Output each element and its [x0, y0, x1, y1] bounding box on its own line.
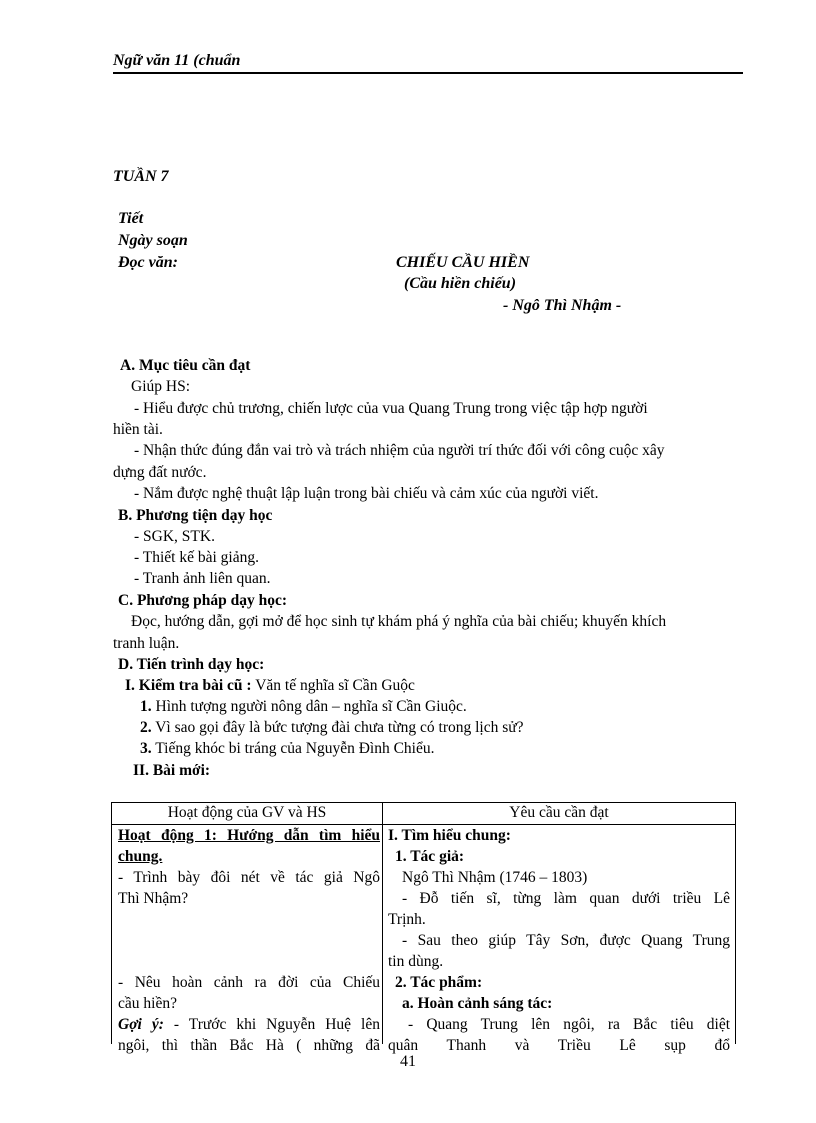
- hint-text: - Trước khi Nguyễn Huệ lên: [163, 1016, 380, 1033]
- method-text: Đọc, hướng dẫn, gợi mở để học sinh tự khám phá ý nghĩa của bài chiếu; khuyến khích: [131, 613, 667, 630]
- header-title: Ngữ văn 11 (chuẩn: [113, 52, 241, 69]
- hint-line: [118, 1014, 380, 1035]
- table-cell-requirements: [388, 825, 730, 1056]
- new-lesson-title: II. Bài mới:: [133, 762, 211, 779]
- req-context-1-cont: quân Thanh và Triều Lê sụp đổ: [388, 1037, 730, 1054]
- review-topic: Văn tế nghĩa sĩ Cần Guộc: [255, 677, 415, 694]
- material-2: - Thiết kế bài giảng.: [134, 549, 259, 566]
- section-d-title: D. Tiến trình dạy học:: [118, 656, 265, 673]
- objective-3: - Nắm được nghệ thuật lập luận trong bài chiếu và cảm xúc của người viết.: [134, 485, 599, 502]
- teacher-question-2: - Nêu hoàn cảnh ra đời của Chiếu: [118, 974, 380, 991]
- material-1: - SGK, STK.: [134, 528, 215, 545]
- req-context-1: - Quang Trung lên ngôi, ra Bắc tiêu diệt: [408, 1016, 730, 1033]
- section-a-intro: Giúp HS:: [131, 378, 190, 395]
- teacher-question-1: - Trình bày đôi nét về tác giả Ngô: [118, 869, 380, 886]
- req-author-fact-2: - Sau theo giúp Tây Sơn, được Quang Trung: [402, 932, 730, 949]
- objective-2-cont: dựng đất nước.: [113, 464, 207, 481]
- table-column-divider: [382, 803, 383, 1044]
- review-question-1: [140, 698, 467, 716]
- table-header-activities: Hoạt động của GV và HS: [167, 804, 327, 821]
- page-number: 41: [400, 1053, 416, 1070]
- work-title: CHIẾU CẦU HIỀN: [396, 254, 530, 271]
- method-text-cont: tranh luận.: [113, 635, 180, 652]
- material-3: - Tranh ảnh liên quan.: [134, 570, 271, 587]
- req-author-fact-2-cont: tin dùng.: [388, 953, 444, 970]
- work-author: - Ngô Thì Nhậm -: [503, 297, 622, 314]
- review-label: I. Kiểm tra bài cũ :: [125, 677, 252, 694]
- week-label: TUẦN 7: [113, 168, 169, 185]
- req-author-heading: 1. Tác giả:: [395, 848, 465, 865]
- header-rule: [113, 72, 743, 74]
- review-question-3: [140, 740, 434, 758]
- table-header-requirements: Yêu cầu cần đạt: [509, 804, 609, 821]
- req-author-name: Ngô Thì Nhậm (1746 – 1803): [402, 869, 588, 886]
- prep-date-label: Ngày soạn: [118, 232, 188, 249]
- req-author-fact-1-cont: Trịnh.: [388, 911, 426, 928]
- lesson-table: [111, 802, 736, 1054]
- req-section-1: I. Tìm hiểu chung:: [388, 827, 511, 844]
- question-number: 2.: [140, 719, 152, 736]
- question-text: Tiếng khóc bi tráng của Nguyễn Đình Chiểu.: [155, 740, 435, 757]
- spacer: [118, 930, 380, 951]
- teacher-question-1-cont: Thì Nhậm?: [118, 890, 189, 907]
- objective-1: - Hiểu được chủ trương, chiến lược của vua Quang Trung trong việc tập hợp người: [134, 400, 648, 417]
- question-number: 1.: [140, 698, 152, 715]
- question-text: Hình tượng người nông dân – nghĩa sĩ Cần Giuộc.: [155, 698, 467, 715]
- req-author-fact-1: - Đỗ tiến sĩ, từng làm quan dưới triều Lê: [402, 890, 730, 907]
- req-context-heading: a. Hoàn cảnh sáng tác:: [402, 995, 553, 1012]
- activity-heading-cont: chung.: [118, 848, 163, 865]
- section-a-title: A. Mục tiêu cần đạt: [120, 357, 251, 374]
- teacher-question-2-cont: cầu hiền?: [118, 995, 177, 1012]
- question-number: 3.: [140, 740, 152, 757]
- question-text: Vì sao gọi đây là bức tượng đài chưa từng có trong lịch sử?: [155, 719, 524, 736]
- review-question-2: [140, 719, 524, 737]
- table-cell-activities: [118, 825, 380, 1056]
- spacer: [118, 951, 380, 972]
- period-label: Tiết: [118, 210, 144, 227]
- table-header-row: [112, 803, 735, 825]
- objective-2: - Nhận thức đúng đắn vai trò và trách nhiệm của người trí thức đối với công cuộc xây: [134, 442, 665, 459]
- hint-label: Gợi ý:: [118, 1016, 164, 1033]
- req-work-heading: 2. Tác phẩm:: [395, 974, 483, 991]
- reading-label: Đọc văn:: [118, 254, 178, 271]
- review-line: [125, 677, 415, 695]
- objective-1-cont: hiền tài.: [113, 421, 163, 438]
- section-b-title: B. Phương tiện dạy học: [118, 507, 273, 524]
- section-c-title: C. Phương pháp dạy học:: [118, 592, 288, 609]
- spacer: [118, 909, 380, 930]
- activity-heading: Hoạt động 1: Hướng dẫn tìm hiểu: [118, 827, 380, 844]
- work-subtitle: (Cầu hiền chiếu): [404, 275, 517, 292]
- hint-text-cont: ngôi, thì thần Bắc Hà ( những đã: [118, 1037, 380, 1054]
